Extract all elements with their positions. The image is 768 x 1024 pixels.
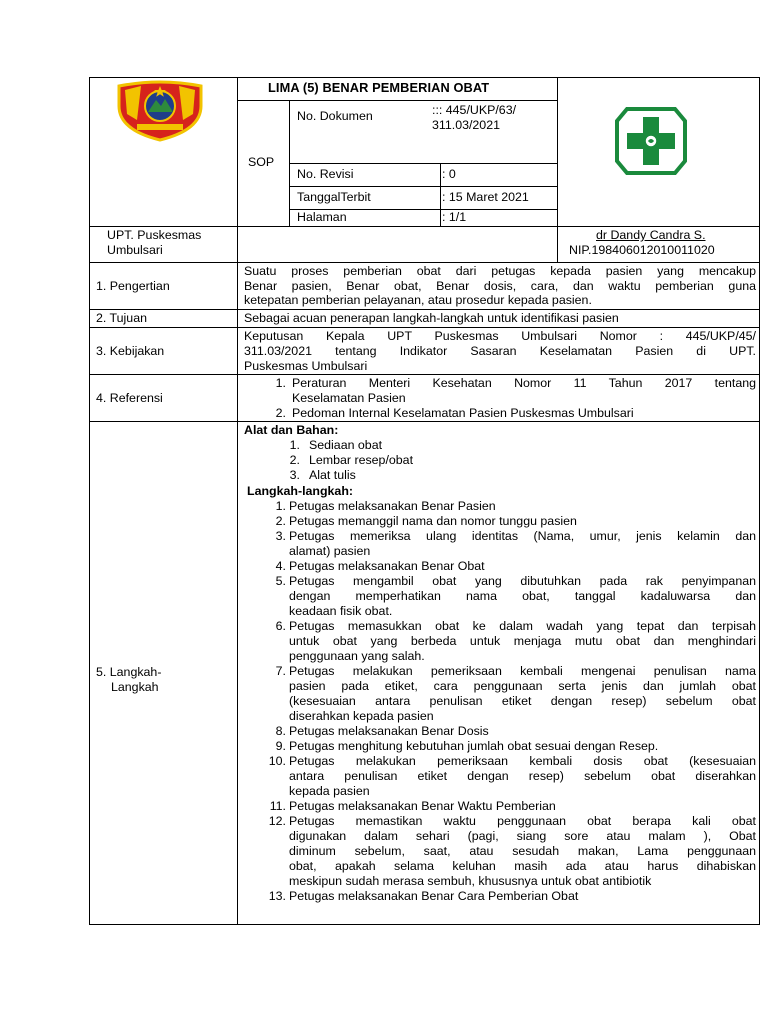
- kebijakan-row-bottom: [89, 374, 759, 375]
- sop-column-divider: [289, 100, 290, 226]
- step-12-line-5: meskipun sudah merasa sembuh, khususnya untuk obat antibiotik: [289, 874, 652, 888]
- step-7-line-1: Petugas melakukan pemeriksaan kembali mengenai penulisan nama: [289, 664, 756, 678]
- step-7-line-4: diserahkan kepada pasien: [289, 709, 434, 723]
- alat-item-2-number: 2.: [289, 453, 300, 467]
- alat-item-2-text: Lembar resep/obat: [309, 453, 414, 467]
- field-value-halaman: : 1/1: [442, 210, 467, 224]
- table-border-bottom: [89, 924, 759, 925]
- step-13-line-1: Petugas melaksanakan Benar Cara Pemberian Obat: [289, 889, 579, 903]
- step-2-line-1: Petugas memanggil nama dan nomor tunggu pasien: [289, 514, 577, 528]
- langkah-label-line-2: Langkah: [111, 680, 159, 694]
- step-9-number: 9.: [275, 739, 286, 753]
- step-7-line-3: (kesesuaian antara penulisan etiket dengan resep) sebelum obat: [289, 694, 756, 708]
- field-label-halaman: Halaman: [297, 210, 347, 224]
- step-5-number: 5.: [275, 574, 286, 588]
- value-column-divider: [440, 163, 441, 226]
- step-6-number: 6.: [275, 619, 286, 633]
- step-8-line-1: Petugas melaksanakan Benar Dosis: [289, 724, 489, 738]
- step-6-line-3: penggunaan yang salah.: [289, 649, 425, 663]
- step-3-number: 3.: [275, 529, 286, 543]
- alat-item-1-number: 1.: [289, 438, 300, 452]
- signer-name: dr Dandy Candra S.: [596, 228, 706, 242]
- step-10-number: 10.: [268, 754, 286, 768]
- field-label-no-revisi: No. Revisi: [297, 167, 354, 181]
- step-2-number: 2.: [275, 514, 286, 528]
- step-10-line-3: kepada pasien: [289, 784, 370, 798]
- alat-item-1-text: Sediaan obat: [309, 438, 383, 452]
- signer-nip: NIP.198406012010011020: [569, 243, 715, 257]
- kebijakan-label: 3. Kebijakan: [96, 344, 165, 358]
- langkah-label-line-1: 5. Langkah-: [96, 665, 162, 679]
- pengertian-line-2: Benar pasien, Benar obat, Benar dosis, cara, dan waktu pemberian guna: [244, 279, 756, 293]
- step-11-line-1: Petugas melaksanakan Benar Waktu Pemberian: [289, 799, 556, 813]
- referensi-item-1-line-1: Peraturan Menteri Kesehatan Nomor 11 Tahun 2017 tentang: [292, 376, 756, 390]
- field-value-tanggal-terbit: : 15 Maret 2021: [442, 190, 529, 204]
- step-5-line-1: Petugas mengambil obat yang dibutuhkan pada rak penyimpanan: [289, 574, 756, 588]
- document-title: LIMA (5) BENAR PEMBERIAN OBAT: [268, 80, 490, 95]
- referensi-item-1-line-2: Keselamatan Pasien: [292, 391, 406, 405]
- field-label-tanggal-terbit: TanggalTerbit: [297, 190, 371, 204]
- referensi-item-2-number: 2.: [275, 406, 286, 420]
- step-10-line-1: Petugas melakukan pemeriksaan kembali dosis obat (kesesuaian: [289, 754, 756, 768]
- referensi-row-bottom: [89, 421, 759, 422]
- step-10-line-2: antara penulisan etiket dengan resep) sebelum obat diserahkan: [289, 769, 756, 783]
- alat-item-3-text: Alat tulis: [309, 468, 356, 482]
- logo-column-divider: [557, 77, 558, 262]
- pengertian-label: 1. Pengertian: [96, 279, 170, 293]
- pengertian-row-bottom: [89, 309, 759, 310]
- unit-name: UPT. Puskesmas Umbulsari: [107, 228, 202, 257]
- step-9-line-1: Petugas menghitung kebutuhan jumlah obat sesuai dengan Resep.: [289, 739, 659, 753]
- field-value-no-dokumen: ::: 445/UKP/63/ 311.03/2021: [432, 103, 517, 132]
- referensi-item-1-number: 1.: [275, 376, 286, 390]
- tujuan-text: Sebagai acuan penerapan langkah-langkah untuk identifikasi pasien: [244, 311, 619, 325]
- regency-emblem-logo: [115, 80, 205, 142]
- header-bottom-line: [89, 226, 759, 227]
- puskesmas-logo: [615, 107, 687, 175]
- step-3-line-1: Petugas memeriksa ulang identitas (Nama, umur, jenis kelamin dan: [289, 529, 756, 543]
- tujuan-label: 2. Tujuan: [96, 311, 147, 325]
- step-12-number: 12.: [268, 814, 286, 828]
- step-7-number: 7.: [275, 664, 286, 678]
- step-12-line-3: diminum sebelum, saat, atau sesudah makan, Lama penggunaan: [289, 844, 756, 858]
- step-11-number: 11.: [269, 799, 286, 813]
- step-12-line-4: obat, apakah selama keluhan masih ada atau harus dihabiskan: [289, 859, 756, 873]
- sop-label: SOP: [248, 155, 275, 169]
- step-4-line-1: Petugas melaksanakan Benar Obat: [289, 559, 485, 573]
- langkah-heading: Langkah-langkah:: [247, 484, 354, 498]
- table-border-left: [89, 77, 90, 925]
- emblem-ribbon: [137, 124, 183, 130]
- step-12-line-1: Petugas memastikan waktu penggunaan obat berapa kali obat: [289, 814, 756, 828]
- step-5-line-3: keadaan fisik obat.: [289, 604, 393, 618]
- kebijakan-line-1: Keputusan Kepala UPT Puskesmas Umbulsari Nomor : 445/UKP/45/: [244, 329, 756, 343]
- field-value-no-revisi: : 0: [442, 167, 456, 181]
- step-7-line-2: pasien pada etiket, cara penggunaan serta jenis dan jumlah obat: [289, 679, 756, 693]
- table-border-right: [759, 77, 760, 925]
- kebijakan-line-2: 311.03/2021 tentang Indikator Sasaran Keselamatan Pasien di UPT.: [244, 344, 756, 358]
- step-4-number: 4.: [275, 559, 286, 573]
- step-6-line-1: Petugas memasukkan obat ke dalam wadah yang tepat dan terpisah: [289, 619, 756, 633]
- pengertian-line-1: Suatu proses pemberian obat dari petugas kepada pasien yang mencakup: [244, 264, 756, 278]
- label-column-divider: [237, 77, 238, 925]
- title-divider: [237, 100, 557, 101]
- pengertian-line-3: ketepatan pemberian pelayanan, atau prosedur kepada pasien.: [244, 293, 592, 307]
- step-13-number: 13.: [268, 889, 286, 903]
- step-8-number: 8.: [275, 724, 286, 738]
- referensi-label: 4. Referensi: [96, 391, 163, 405]
- field-divider-1: [289, 163, 557, 164]
- step-3-line-2: alamat) pasien: [289, 544, 371, 558]
- step-1-line-1: Petugas melaksanakan Benar Pasien: [289, 499, 496, 513]
- tujuan-row-bottom: [89, 327, 759, 328]
- step-1-number: 1.: [275, 499, 286, 513]
- field-divider-2: [289, 186, 557, 187]
- alat-item-3-number: 3.: [289, 468, 300, 482]
- unit-row-bottom: [89, 262, 759, 263]
- kebijakan-line-3: Puskesmas Umbulsari: [244, 359, 368, 373]
- step-12-line-2: digunakan dalam sehari (pagi, siang sore atau malam ), Obat: [289, 829, 756, 843]
- field-label-no-dokumen: No. Dokumen: [297, 109, 373, 123]
- table-border-top: [89, 77, 759, 78]
- step-6-line-2: untuk obat yang berbeda untuk menjaga mutu obat dan menghindari: [289, 634, 756, 648]
- alat-bahan-heading: Alat dan Bahan:: [244, 423, 339, 437]
- referensi-item-2-line-1: Pedoman Internal Keselamatan Pasien Puskesmas Umbulsari: [292, 406, 634, 420]
- step-5-line-2: dengan memperhatikan nama obat, tanggal kadaluwarsa dan: [289, 589, 756, 603]
